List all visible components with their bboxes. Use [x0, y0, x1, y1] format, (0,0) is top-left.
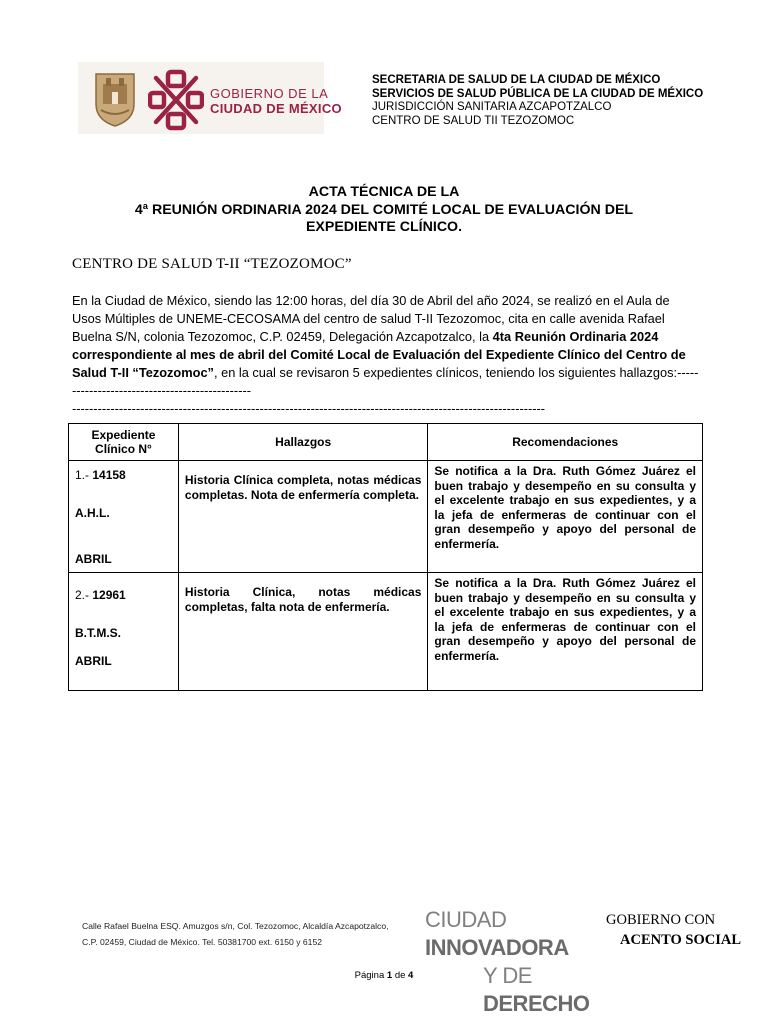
- header-expediente: Expediente Clínico N°: [69, 424, 179, 461]
- page-current: 1: [386, 970, 393, 981]
- org-line-1: SECRETARIA DE SALUD DE LA CIUDAD DE MÉXICO: [372, 74, 661, 86]
- page-total: 4: [408, 970, 414, 981]
- page-number: [0, 970, 768, 981]
- dashes-line: ---------------------------------------------------------------------------------------------------------------: [72, 401, 546, 416]
- coat-of-arms-icon: [92, 70, 138, 128]
- intro-paragraph: [72, 292, 702, 418]
- findings-table: [68, 423, 703, 691]
- title-line-3: EXPEDIENTE CLÍNICO.: [305, 219, 463, 235]
- document-title: [68, 184, 700, 237]
- cdmx-logo-icon: [148, 68, 204, 132]
- recommendations-cell: Se notifica a la Dra. Ruth Gómez Juárez el buen trabajo y desempeño en su consulta y el excelente trabajo en sus expedientes, y a la jefa de enfermeras de continuar con el gran desempeño y apoyo del personal de enfermería.: [428, 461, 703, 573]
- patient-initials: A.H.L.: [75, 506, 110, 520]
- title-line-1: ACTA TÉCNICA DE LA: [308, 184, 460, 200]
- expediente-number: 12961: [92, 588, 126, 602]
- organization-header: [372, 74, 703, 128]
- expediente-number: 14158: [92, 468, 126, 482]
- footer-address: [82, 918, 389, 950]
- org-line-3: JURISDICCIÓN SANITARIA AZCAPOTZALCO: [372, 101, 612, 114]
- header-recomendaciones: Recomendaciones: [428, 424, 703, 461]
- logo-line-2: CIUDAD DE MÉXICO: [210, 101, 342, 116]
- expediente-cell: [69, 461, 179, 573]
- page-label: Página: [354, 970, 387, 981]
- recommendations-cell: Se notifica a la Dra. Ruth Gómez Juárez el buen trabajo y desempeño en su consulta y el excelente trabajo en sus expedientes, y a la jefa de enfermeras de continuar con el gran desempeño y apoyo del personal de enfermería.: [428, 573, 703, 691]
- expediente-prefix: 1.-: [75, 468, 93, 482]
- table-row: [69, 461, 703, 573]
- org-line-2: SERVICIOS DE SALUD PÚBLICA DE LA CIUDAD DE MÉXICO: [372, 87, 704, 100]
- page-of: de: [392, 970, 409, 981]
- city-slogan: [425, 906, 605, 1018]
- title-line-2: 4ª REUNIÓN ORDINARIA 2024 DEL COMITÉ LOCAL DE EVALUACIÓN DEL: [134, 201, 634, 218]
- table-row: [69, 573, 703, 691]
- slogan-y-de: Y DE: [483, 963, 532, 988]
- address-line-2: C.P. 02459, Ciudad de México. Tel. 50381700 ext. 6150 y 6152: [82, 937, 323, 947]
- expediente-prefix: 2.-: [75, 588, 93, 602]
- intro-bold-text: 4ta Reunión Ordinaria 2024 correspondiente al mes de abril del Comité Local de Evaluación del Expediente Clínico del Centro de Salud T-II “Tezozomoc”: [72, 329, 686, 380]
- address-line-1: Calle Rafael Buelna ESQ. Amuzgos s/n, Col. Tezozomoc, Alcaldía Azcapotzalco,: [82, 921, 389, 931]
- findings-cell: Historia Clínica, notas médicas completas, falta nota de enfermería.: [178, 573, 428, 691]
- slogan-innovadora: INNOVADORA: [425, 935, 569, 960]
- logo-line-1: GOBIERNO DE LA: [210, 86, 329, 101]
- header-hallazgos: Hallazgos: [178, 424, 428, 461]
- org-line-4: CENTRO DE SALUD TII TEZOZOMOC: [372, 114, 575, 127]
- intro-text-2: , en la cual se revisaron 5 expedientes clínicos, teniendo los siguientes hallazgos:-----------------------------------------------: [72, 365, 699, 398]
- expediente-month: ABRIL: [75, 552, 112, 566]
- slogan-ciudad: CIUDAD: [425, 907, 507, 932]
- expediente-month: ABRIL: [75, 654, 112, 668]
- patient-initials: B.T.M.S.: [75, 626, 122, 640]
- expediente-cell: [69, 573, 179, 691]
- gov-slogan-line-2: ACENTO SOCIAL: [620, 932, 741, 948]
- government-logo-text: [210, 86, 342, 116]
- slogan-derecho: DERECHO: [483, 991, 590, 1016]
- table-header-row: [69, 424, 703, 461]
- government-slogan: [606, 910, 741, 950]
- findings-cell: Historia Clínica completa, notas médicas completas. Nota de enfermería completa.: [178, 461, 428, 573]
- gov-slogan-line-1: GOBIERNO CON: [606, 912, 716, 928]
- center-heading: CENTRO DE SALUD T-II “TEZOZOMOC”: [72, 256, 352, 272]
- intro-text-1: En la Ciudad de México, siendo las 12:00 horas, del día 30 de Abril del año 2024, se realizó en el Aula de Usos Múltiples de UNEME-CECOSAMA del centro de salud T-II Tezozomoc, cita en calle avenida Rafael Buelna S/N, colonia Tezozomoc, C.P. 02459, Delegación Azcapotzalco, la: [72, 293, 670, 344]
